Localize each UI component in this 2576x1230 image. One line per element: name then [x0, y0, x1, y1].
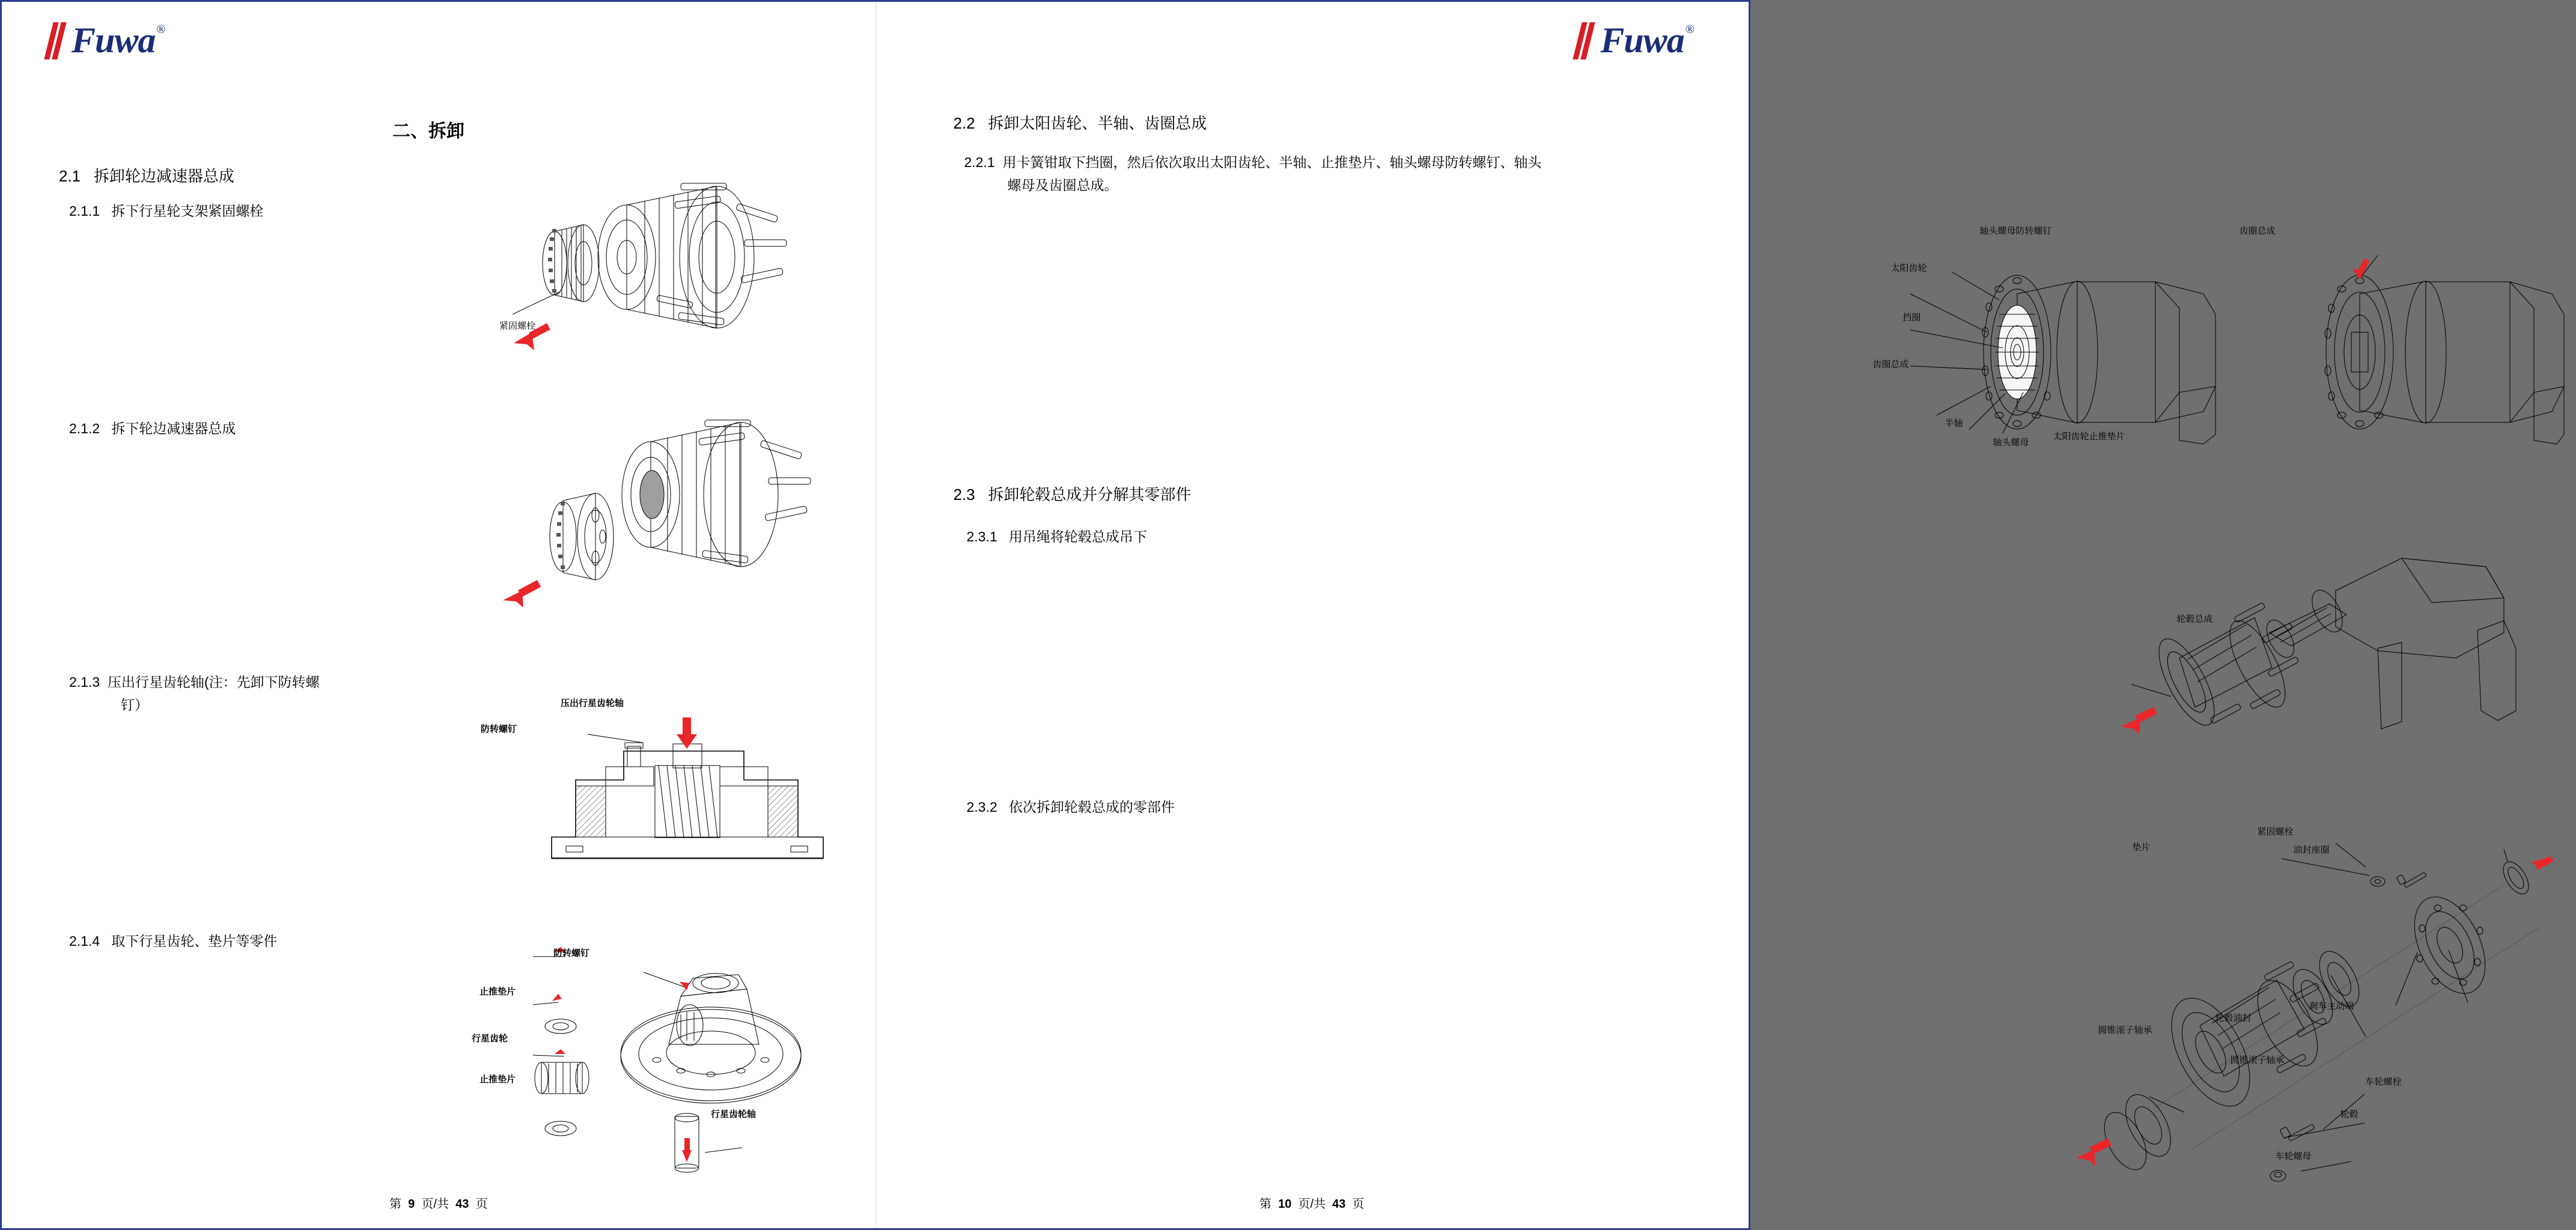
heading-2-1-4-num: 2.1.4: [69, 933, 100, 949]
heading-2-3-2: [967, 796, 1175, 818]
fuwa-logo-right: [1577, 22, 1694, 59]
callout-sun-gear: 太阳齿轮: [1890, 263, 1927, 273]
logo-bars-icon-right: [1577, 22, 1598, 59]
callout-tapered-roller-bearing-2: 圆锥滚子轴承: [2230, 1055, 2285, 1065]
heading-2-1: [59, 164, 234, 186]
callout-hub-oil-seal: 轮毂油封: [2215, 1013, 2252, 1023]
heading-2-3: [954, 483, 1192, 505]
callout-sun-gear-thrust-washer: 太阳齿轮止推垫片: [2053, 431, 2125, 442]
callout-anti-rotation-screw-2: 防转螺钉: [553, 948, 590, 958]
callout-hub-assembly: 轮毂总成: [2176, 614, 2213, 624]
heading-2-1-4: [69, 930, 277, 952]
heading-2-1-1-num: 2.1.1: [69, 203, 100, 219]
footer-left-total: 43: [455, 1198, 469, 1211]
callout-thrust-washer-top: 止推垫片: [480, 987, 516, 997]
heading-2-1-2-num: 2.1.2: [69, 421, 100, 436]
heading-2-2: [954, 111, 1207, 133]
callout-washer: 垫片: [2132, 842, 2151, 853]
callout-ring-gear-assembly-right: 齿圈总成: [2239, 226, 2276, 236]
heading-2-2-1: [964, 151, 1679, 196]
heading-2-2-1-text2: 螺母及齿圈总成。: [1007, 177, 1118, 193]
footer-left-post: 页: [475, 1198, 488, 1211]
footer-left-pre: 第: [389, 1198, 402, 1211]
heading-2-1-text: 拆卸轮边减速器总成: [93, 167, 234, 185]
heading-2-3-2-num: 2.3.2: [966, 799, 997, 815]
logo-wordmark: Fuwa: [72, 20, 156, 60]
footer-right-post: 页: [1352, 1198, 1365, 1211]
heading-2-2-1-text: 用卡簧钳取下挡圈，然后依次取出太阳齿轮、半轴、止推垫片、轴头螺母防转螺钉、轴头: [1002, 154, 1542, 170]
heading-2-2-text: 拆卸太阳齿轮、半轴、齿圈总成: [988, 114, 1207, 132]
heading-2-3-num: 2.3: [953, 486, 975, 504]
heading-2-3-2-text: 依次拆卸轮毂总成的零部件: [1008, 799, 1175, 815]
heading-2-1-4-text: 取下行星齿轮、垫片等零件: [111, 933, 278, 949]
callout-wheel-bolt: 车轮螺栓: [2365, 1077, 2402, 1087]
callout-half-shaft: 半轴: [1944, 418, 1963, 428]
footer-right: [875, 1194, 1749, 1211]
footer-right-mid: 页/共: [1298, 1198, 1326, 1211]
right-page: [875, 2, 2402, 1228]
callout-brake-drive-end: 刹车主动端: [2309, 1001, 2354, 1011]
heading-2-1-3-num: 2.1.3: [69, 674, 100, 690]
logo-registered-mark-right: ®: [1685, 23, 1694, 36]
heading-2-3-text: 拆卸轮毂总成并分解其零部件: [988, 486, 1192, 504]
callout-axle-nut: 轴头螺母: [1993, 437, 2029, 448]
callout-tapered-roller-bearing-1: 圆锥滚子轴承: [2098, 1025, 2152, 1035]
callout-fastening-bolt: 紧固螺栓: [499, 321, 536, 331]
footer-right-page: 10: [1278, 1198, 1292, 1211]
logo-wordmark-right: Fuwa: [1600, 20, 1684, 60]
callout-fastening-bolt-right: 紧固螺栓: [2257, 827, 2294, 837]
footer-left-mid: 页/共: [421, 1198, 449, 1211]
logo-registered-mark: ®: [156, 23, 166, 36]
heading-2-1-num: 2.1: [59, 167, 81, 185]
callout-oil-seal-seat-ring: 油封座圈: [2293, 845, 2330, 855]
heading-2-1-2: [69, 418, 236, 439]
callout-press-out-planet-shaft: 压出行星齿轮轴: [561, 698, 624, 708]
figure-remove-planet-gears: [507, 936, 855, 1189]
heading-2-2-num: 2.2: [953, 114, 975, 132]
callout-anti-rotation-screw: 防转螺钉: [481, 724, 517, 734]
heading-2-1-3-text2: 钉）: [121, 697, 148, 713]
callout-thrust-washer-bottom: 止推垫片: [480, 1074, 516, 1085]
callout-hub: 轮毂: [2340, 1109, 2358, 1119]
footer-right-pre: 第: [1259, 1198, 1271, 1211]
page-title: 二、拆卸: [392, 121, 464, 141]
heading-2-3-1-text: 用吊绳将轮毂总成吊下: [1008, 529, 1147, 544]
callout-retaining-ring: 挡圈: [1902, 312, 1921, 323]
heading-2-3-1: [967, 526, 1147, 547]
footer-left-page: 9: [408, 1198, 415, 1211]
callout-planet-gear-shaft: 行星齿轮轴: [711, 1109, 757, 1119]
footer-left: [2, 1194, 875, 1211]
logo-bars-icon: [49, 22, 69, 59]
heading-2-3-1-num: 2.3.1: [966, 529, 997, 544]
heading-2-1-3: [69, 671, 406, 716]
heading-2-1-1: [69, 200, 263, 222]
heading-2-1-2-text: 拆下轮边减速器总成: [111, 421, 236, 436]
callout-planet-gear: 行星齿轮: [472, 1034, 508, 1044]
heading-2-2-1-num: 2.2.1: [964, 154, 995, 170]
callout-wheel-nut: 车轮螺母: [2275, 1151, 2312, 1161]
fuwa-logo: [49, 22, 166, 59]
heading-2-1-3-text: 压出行星齿轮轴(注：先卸下防转螺: [107, 674, 320, 690]
figure-hoist-hub-assembly: [2119, 531, 2552, 747]
callout-axle-nut-lock-screw: 轴头螺母防转螺钉: [1979, 226, 2052, 236]
figure-remove-wheel-reducer: [501, 386, 861, 621]
left-page: [2, 2, 875, 1228]
footer-right-total: 43: [1332, 1198, 1346, 1211]
figure-planetary-carrier-bolts: [477, 152, 849, 368]
figure-press-out-planet-shaft: [516, 708, 852, 888]
callout-ring-gear-assembly: 齿圈总成: [1872, 359, 1909, 370]
heading-2-1-1-text: 拆下行星轮支架紧固螺栓: [111, 203, 264, 219]
